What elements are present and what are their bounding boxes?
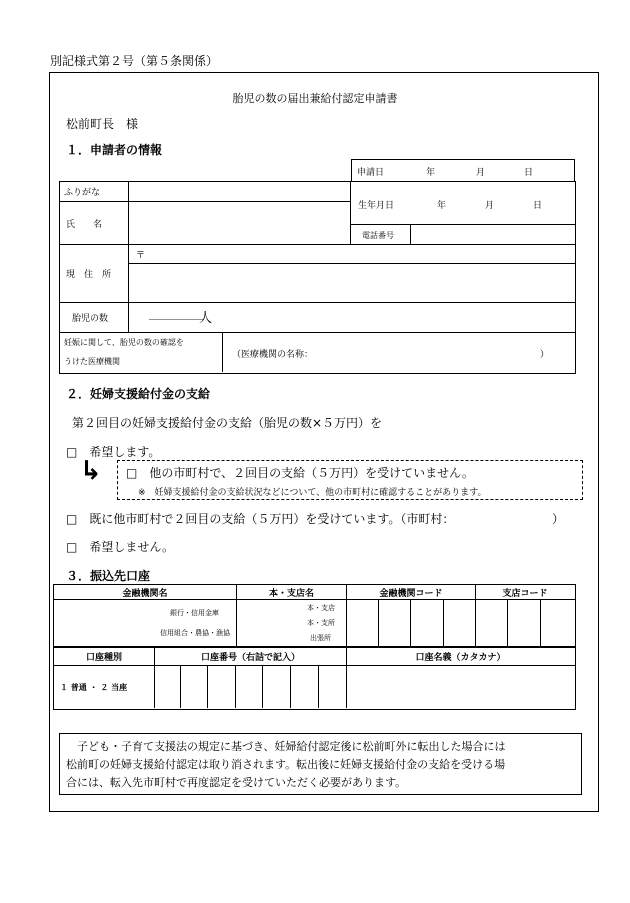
name-field[interactable]: [130, 203, 348, 243]
clinic-name-prefix: （医療機関の名称：: [232, 350, 314, 360]
clinic-name-suffix: ）: [540, 350, 550, 360]
clinic-name-field[interactable]: [320, 340, 535, 365]
option-not-wish[interactable]: □ 希望しません。: [66, 540, 175, 554]
phone-field[interactable]: [412, 226, 572, 242]
address-label: 現 住 所: [66, 270, 112, 280]
bank-type-1: 銀行・信用金庫: [170, 609, 219, 617]
col-branch-name: 本・支店名: [268, 588, 314, 599]
col-bank-code: 金融機関コード: [379, 588, 443, 599]
clinic-label-line2: うけた医療機関: [64, 357, 120, 366]
form-title: 胎児の数の届出兼給付認定申請書: [232, 92, 398, 105]
address-field[interactable]: [130, 265, 572, 300]
application-date-box: [351, 159, 575, 182]
postal-mark: 〒: [136, 251, 146, 261]
branch-type-3: 出張所: [310, 634, 331, 642]
account-type-options[interactable]: １ 普通 ・ ２ 当座: [60, 682, 128, 692]
section1-heading: １．申請者の情報: [66, 143, 163, 157]
birth-date-label: 生年月日: [358, 201, 395, 211]
col-bank-name: 金融機関名: [122, 588, 168, 599]
phone-label: 電話番号: [362, 231, 394, 240]
option-wish[interactable]: □ 希望します。: [66, 445, 161, 459]
date-day: 日: [524, 168, 534, 178]
furigana-field[interactable]: [130, 183, 348, 200]
sub-option-not-received[interactable]: □ 他の市町村で、２回目の支給（５万円）を受けていません。: [126, 466, 474, 480]
section2-heading: ２．妊婦支援給付金の支給: [66, 387, 211, 401]
application-date-label: 申請日: [357, 168, 385, 178]
fetus-count-unit: 人: [199, 311, 213, 326]
arrow-icon: ↳: [80, 456, 102, 486]
option-already-received-close: ）: [552, 512, 565, 526]
birth-day: 日: [533, 201, 543, 211]
branch-type-2: 本・支所: [307, 619, 335, 627]
fetus-count-label: 胎児の数: [72, 314, 109, 324]
col-branch-code: 支店コード: [502, 588, 548, 599]
birth-month: 月: [485, 201, 495, 211]
section2-intro: 第２回目の妊婦支援給付金の支給（胎児の数×５万円）を: [72, 416, 383, 430]
branch-type-1: 本・支店: [307, 604, 335, 612]
sub-option-note: ※ 妊婦支援給付金の支給状況などについて、他の市町村に確認することがあります。: [138, 488, 487, 498]
clinic-label-line1: 妊娠に関して、胎児の数の確認を: [64, 338, 184, 347]
notice-line2: 松前町の妊婦支援給付認定は取り消されます。転出後に妊婦支援給付金の支給を受ける場: [66, 758, 506, 771]
account-name-field[interactable]: [348, 667, 572, 706]
furigana-label: ふりがな: [64, 188, 101, 198]
col-account-number: 口座番号（右詰で記入）: [200, 652, 300, 663]
bank-type-2: 信用組合・農協・漁協: [160, 629, 230, 637]
form-number: 別記様式第２号（第５条関係）: [50, 54, 219, 68]
option-already-received[interactable]: □ 既に他市町村で２回目の支給（５万円）を受けています。（市町村：: [66, 512, 455, 526]
name-label: 氏 名: [66, 219, 103, 230]
col-account-name: 口座名義（カタカナ）: [415, 652, 506, 663]
bank-name-field[interactable]: [56, 601, 156, 644]
section3-heading: ３．振込先口座: [66, 569, 151, 583]
date-year: 年: [426, 168, 436, 178]
addressee: 松前町長 様: [66, 117, 139, 131]
birth-year: 年: [437, 201, 447, 211]
notice-line1: 子ども・子育て支援法の規定に基づき、妊婦給付認定後に松前町外に転出した場合には: [66, 740, 506, 753]
fetus-count-blank[interactable]: ＿＿＿＿＿: [149, 308, 204, 321]
date-month: 月: [476, 168, 486, 178]
branch-name-field[interactable]: [239, 601, 304, 644]
col-account-type: 口座種別: [85, 652, 122, 663]
notice-line3: 合には、転入先市町村で再度認定を受けていただく必要があります。: [66, 776, 407, 789]
